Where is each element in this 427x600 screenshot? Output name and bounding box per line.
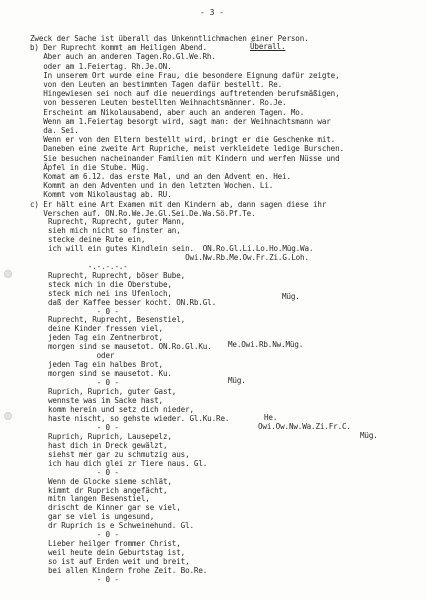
verse-line: - 0 - <box>48 306 119 316</box>
text-line: Daneben eine zweite Art Rupriche, meist verkleidete ledige Burschen. <box>30 144 344 154</box>
verse-line: daß der Kaffee besser kocht. ON.Rb.Gl. <box>48 297 217 307</box>
verse-line: haste nischt, so gehste wieder. Gl.Ku.Re. <box>48 413 230 423</box>
verse-line: Ruprecht, Ruprecht, guter Mann, <box>48 217 186 226</box>
verse-line: deine Kinder fressen viel, <box>48 324 163 334</box>
verse-line: jeden Tag ein halbes Brot, <box>48 360 163 370</box>
punch-hole <box>4 412 12 420</box>
text-line: da. Sei. <box>30 126 79 135</box>
verse-line: Owi.Nw.Rb.Me.Ow.Fr.Zi.G.Loh. <box>48 252 309 262</box>
verse-line: ich will ein gutes Kindlein sein. ON.Ro.Gl.Li.Lo.Ho.Müg.Wa. <box>48 243 314 253</box>
verse-line: Ruprich, Ruprich, guter Gast, <box>48 387 177 397</box>
verse-line: Ruprich, Ruprich, Lausepelz, <box>48 431 172 441</box>
text-line: Zweck der Sache ist überall das Unkenntlichmachen einer Person. <box>30 34 309 43</box>
verse-line: sieh mich nicht so finster an, <box>48 225 181 235</box>
verse-line: wennste was im Sacke hast, <box>48 396 163 405</box>
margin-note: He. <box>264 413 278 422</box>
verse-line: Wenn de Glocke sieme schlät, <box>48 476 172 486</box>
verse-line: mitn langen Besenstiel, <box>48 494 150 504</box>
text-line: Aber auch an anderen Tagen.Ro.Gl.We.Rh. <box>30 52 216 62</box>
text-line: Kommt an den Adventen und in den letzten Wochen. Li. <box>30 181 274 191</box>
text-line: von den Leuten an bestimmten Tagen dafür bestellt. Re. <box>30 80 283 89</box>
verse-line: oder <box>48 351 115 361</box>
text-line: Kommt vom Nikolaustag ab. RU. <box>30 190 172 200</box>
text-line: Verschen auf. ON.Ro.We.Je.Gl.Sei.De.Wa.Sö.Pf.Te. <box>30 208 256 218</box>
punch-hole <box>4 270 12 278</box>
text-line: von besseren Leuten bestellten Weihnachtsmänner. Ro.Je. <box>30 98 287 108</box>
verse-line: so ist auf Erden weit und breit, <box>48 557 190 567</box>
margin-note: Müg. <box>282 292 300 301</box>
verse-line: bei allen Kindern frohe Zeit. Bo.Re. <box>48 566 208 576</box>
text-line: Erscheint am Nikolausabend, aber auch an anderen Tagen. Mo. <box>30 107 305 117</box>
text-line: Komat am 6.12. das erste Mal, und an den Advent en. Hei. <box>30 172 291 181</box>
text-line: Wenn er von den Eltern bestellt wird, bringt er die Geschenke mit. <box>30 135 336 145</box>
verse-line: hast dich in Dreck gewälzt, <box>48 440 168 450</box>
text-line: Wenn am 1.Feiertag besorgt wird, sagt man: der Weihnachtsmann war <box>30 116 331 126</box>
text-line: Sie besuchen nacheinander Familien mit Kindern und werfen Nüsse und <box>30 153 340 163</box>
verse-line: - 0 - <box>48 575 119 584</box>
verse-line: dr Ruprich is e Schweinehund. Gl. <box>48 521 194 531</box>
verse-line: stecke deine Rute ein, <box>48 234 146 244</box>
margin-note: Müg. <box>228 376 246 385</box>
page-number: - 3 - <box>200 8 225 17</box>
verse-line: - 0 - <box>48 422 119 432</box>
verse-line: - 0 - <box>48 378 119 388</box>
verse-line: -.-.-.-.- <box>48 261 128 271</box>
text-line: c) Er hält eine Art Examen mit den Kindern ab, dann sagen diese ihr <box>30 199 327 209</box>
text-line: oder am 1.Feiertag. Rh.Je.ON. <box>30 61 172 71</box>
text-line: Äpfel in die Stube. Müg. <box>30 162 150 172</box>
verse-line: kimmt dr Ruprich angefächt, <box>48 485 168 495</box>
text-line: In unserem Ort wurde eine Frau, die besondere Eignung dafür zeigte, <box>30 70 340 80</box>
verse-line: siehst mer gar zu schmutzig aus, <box>48 449 190 459</box>
verse-line: komm herein und setz dich nieder, <box>48 404 194 414</box>
underlined-word: Überall. <box>250 42 286 51</box>
text-line: Hingewiesen sei noch auf die neuerdings auftretenden berufsmäßigen, <box>30 89 340 99</box>
margin-note: Müg. <box>360 431 378 440</box>
verse-line: morgen sind se mausetot. Ku. <box>48 369 172 379</box>
verse-line: gar se viel is ungesund, <box>48 512 155 522</box>
verse-line: Lieber heilger frommer Christ, <box>48 539 181 549</box>
verse-line: drischt de Kinner gar se viel, <box>48 503 181 513</box>
verse-line: weil heute dein Geburtstag ist, <box>48 548 186 558</box>
verse-line: - 0 - <box>48 467 119 477</box>
verse-line: Ruprecht, Ruprecht, böser Bube, <box>48 270 186 280</box>
verse-line: morgen sind se mausetot. ON.Ro.Gl.Ku. <box>48 342 212 352</box>
margin-note: Owi.Ow.Nw.Wa.Zi.Fr.C. <box>258 422 351 431</box>
text-line: b) Der Ruprecht kommt am Heiligen Abend. <box>30 43 207 53</box>
verse-line: jeden Tag ein Zentnerbrot, <box>48 333 163 343</box>
verse-line: - 0 - <box>48 530 119 540</box>
margin-note: Me.Owi.Rb.Nw.Müg. <box>228 340 304 349</box>
verse-line: ich hau dich glei zr Tiere naus. Gl. <box>48 458 208 468</box>
verse-line: Ruprecht, Ruprecht, Besenstiel, <box>48 315 186 325</box>
verse-line: steck mich in die Oberstube, <box>48 279 172 289</box>
verse-line: steck mich nei ins Ufenloch, <box>48 288 172 298</box>
